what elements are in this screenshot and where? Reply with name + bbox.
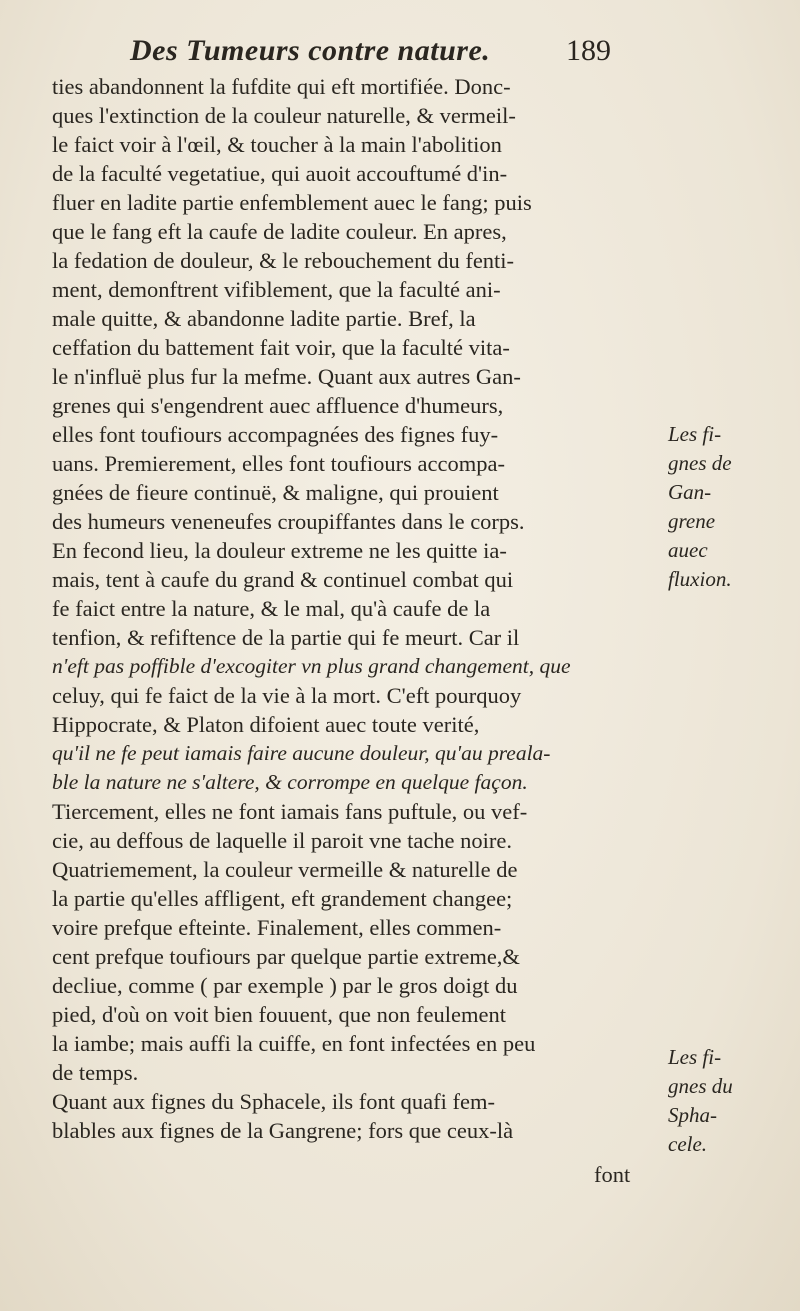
text-line: Hippocrate, & Platon difoient auec toute verité, — [52, 712, 480, 737]
text-line: Tiercement, elles ne font iamais fans puftule, ou vef- — [52, 799, 528, 824]
text-line: elles font toufiours accompagnées des fignes fuy- — [52, 422, 499, 447]
text-line-italic: n'eft pas poffible d'excogiter vn plus grand changement, que — [52, 654, 571, 678]
text-line: gnées de fieure continuë, & maligne, qui prouient — [52, 480, 499, 505]
page-header — [0, 34, 800, 74]
text-line: ties abandonnent la fufdite qui eft mortifiée. Donc- — [52, 74, 511, 99]
text-line: grenes qui s'engendrent auec affluence d'humeurs, — [52, 393, 504, 418]
running-head: Des Tumeurs contre nature. — [130, 34, 491, 67]
text-line: decliue, comme ( par exemple ) par le gros doigt du — [52, 973, 518, 998]
margin-note-sphacele — [668, 1043, 788, 1159]
margin-note-line: auec — [668, 538, 708, 562]
text-line: ceffation du battement fait voir, que la faculté vita- — [52, 335, 510, 360]
text-line: de la faculté vegetatiue, qui auoit accouftumé d'in- — [52, 161, 508, 186]
text-line: que le fang eft la caufe de ladite couleur. En apres, — [52, 219, 507, 244]
text-line: uans. Premierement, elles font toufiours accompa- — [52, 451, 505, 476]
body-text — [52, 72, 652, 1145]
text-line: Quant aux fignes du Sphacele, ils font quafi fem- — [52, 1089, 496, 1114]
text-line: mais, tent à caufe du grand & continuel combat qui — [52, 567, 514, 592]
text-line: tenfion, & refiftence de la partie qui fe meurt. Car il — [52, 625, 520, 650]
margin-note-line: fluxion. — [668, 567, 732, 591]
text-line: fluer en ladite partie enfemblement auec le fang; puis — [52, 190, 532, 215]
margin-note-line: Gan- — [668, 480, 712, 504]
text-line: le faict voir à l'œil, & toucher à la main l'abolition — [52, 132, 502, 157]
text-line: Quatriemement, la couleur vermeille & naturelle de — [52, 857, 518, 882]
margin-note-line: Les fi- — [668, 1045, 722, 1069]
text-line: de temps. — [52, 1060, 139, 1085]
margin-note-line: Spha- — [668, 1103, 717, 1127]
text-line: la fedation de douleur, & le rebouchement du fenti- — [52, 248, 515, 273]
text-line: cie, au deffous de laquelle il paroit vne tache noire. — [52, 828, 513, 853]
text-line: celuy, qui fe faict de la vie à la mort. C'eft pourquoy — [52, 683, 522, 708]
page-number: 189 — [566, 34, 611, 67]
text-line: pied, d'où on voit bien fouuent, que non feulement — [52, 1002, 506, 1027]
text-line: fe faict entre la nature, & le mal, qu'à caufe de la — [52, 596, 491, 621]
text-line: ment, demonftrent vifiblement, que la faculté ani- — [52, 277, 501, 302]
margin-note-line: gnes de — [668, 451, 732, 475]
text-line-italic: ble la nature ne s'altere, & corrompe en quelque façon. — [52, 770, 528, 794]
text-line: voire prefque efteinte. Finalement, elles commen- — [52, 915, 502, 940]
margin-note-line: Les fi- — [668, 422, 722, 446]
text-line: male quitte, & abandonne ladite partie. Bref, la — [52, 306, 476, 331]
text-line: la iambe; mais auffi la cuiffe, en font infectées en peu — [52, 1031, 536, 1056]
margin-note-line: cele. — [668, 1132, 708, 1156]
text-line-italic: qu'il ne fe peut iamais faire aucune douleur, qu'au preala- — [52, 741, 551, 765]
text-line: ques l'extinction de la couleur naturelle, & vermeil- — [52, 103, 516, 128]
text-line: la partie qu'elles affligent, eft grandement changee; — [52, 886, 513, 911]
text-line: En fecond lieu, la douleur extreme ne les quitte ia- — [52, 538, 507, 563]
margin-note-gangrene — [668, 420, 788, 594]
margin-note-line: grene — [668, 509, 716, 533]
text-line: le n'influë plus fur la mefme. Quant aux autres Gan- — [52, 364, 521, 389]
text-line: blables aux fignes de la Gangrene; fors que ceux-là — [52, 1118, 514, 1143]
text-line: des humeurs veneneufes croupiffantes dans le corps. — [52, 509, 525, 534]
text-line: cent prefque toufiours par quelque partie extreme,& — [52, 944, 520, 969]
margin-note-line: gnes du — [668, 1074, 733, 1098]
catchword: font — [594, 1162, 631, 1187]
